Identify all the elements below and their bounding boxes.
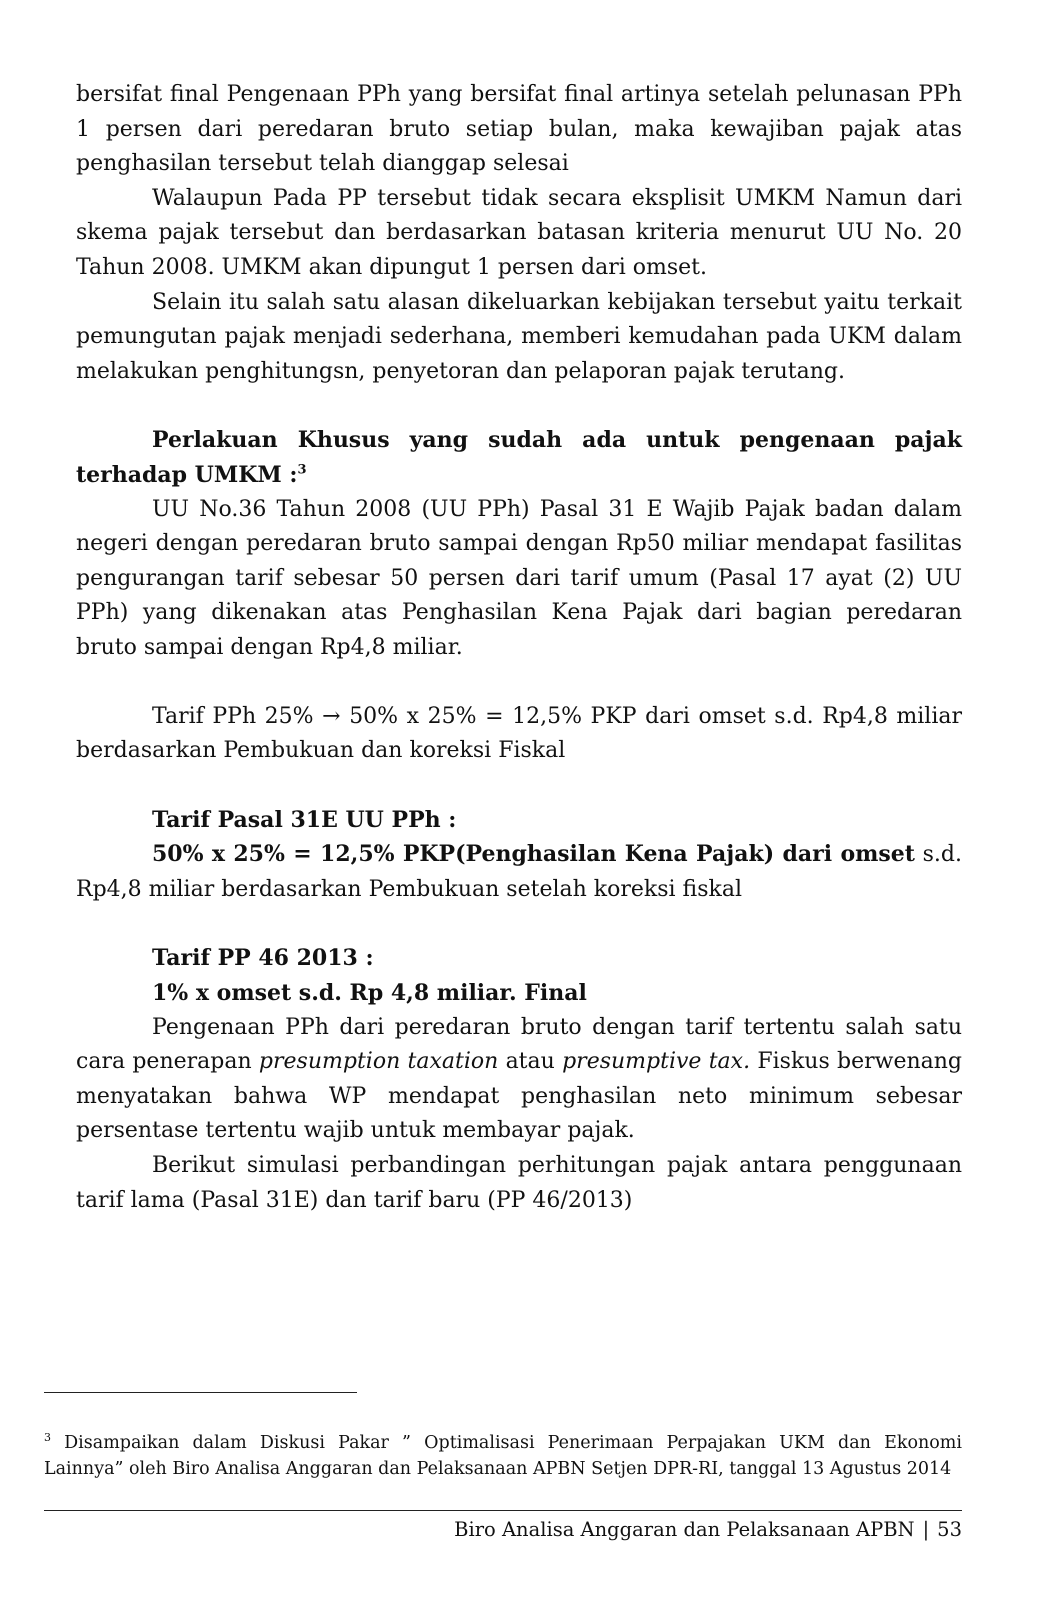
paragraph-1: bersifat final Pengenaan PPh yang bersifat final artinya setelah pelunasan PPh 1 persen dari peredaran bruto setiap bulan, maka kewajiban pajak atas penghasilan tersebut telah dianggap selesai <box>76 82 962 177</box>
footnote-ref: 3 <box>297 462 307 478</box>
footer-separator: | <box>922 1518 930 1541</box>
pp46-title: Tarif PP 46 2013 : <box>152 945 374 972</box>
tarif-pph-label: Tarif PPh 25% <box>152 703 314 729</box>
section-heading-text: Perlakuan Khusus yang sudah ada untuk pengenaan pajak terhadap UMKM : <box>76 427 962 488</box>
tarif-pph-formula: 50% x 25% = 12,5% PKP dari omset s.d. Rp4,8 miliar berdasarkan Pembukuan dan koreksi Fiskal <box>76 703 963 764</box>
paragraph-3: Selain itu salah satu alasan dikeluarkan kebijakan tersebut yaitu terkait pemungutan pajak menjadi sederhana, memberi kemudahan pada UKM dalam melakukan penghitungsn, penyetoran dan pelaporan pajak terutang. <box>76 289 962 384</box>
paragraph-5-b: atau <box>505 1049 555 1075</box>
paragraph-4: UU No.36 Tahun 2008 (UU PPh) Pasal 31 E Wajib Pajak badan dalam negeri dengan peredaran bruto sampai dengan Rp50 miliar mendapat fasilitas pengurangan tarif sebesar 50 persen dari tarif umum (Pasal 17 ayat (2) UU PPh) yang dikenakan atas Penghasilan Kena Pajak dari bagian peredaran bruto sampai dengan Rp4,8 miliar. <box>76 496 962 660</box>
paragraph-5 <box>76 1011 962 1149</box>
footnote-text: Disampaikan dalam Diskusi Pakar ” Optimalisasi Penerimaan Perpajakan UKM dan Ekonomi Lainnya” oleh Biro Analisa Anggaran dan Pelaksanaan APBN Setjen DPR-RI, tanggal 13 Agustus 2014 <box>44 1433 962 1479</box>
paragraph-2: Walaupun Pada PP tersebut tidak secara eksplisit UMKM Namun dari skema pajak tersebut dan berdasarkan batasan kriteria menurut UU No. 20 Tahun 2008. UMKM akan dipungut 1 persen dari omset. <box>76 185 962 280</box>
section-heading <box>76 423 962 492</box>
presumptive-tax-term: presumptive tax. <box>562 1049 751 1075</box>
presumption-taxation-term: presumption taxation <box>258 1049 499 1075</box>
pp46-formula: 1% x omset s.d. Rp 4,8 miliar. Final <box>152 980 587 1007</box>
tarif-pph-line <box>76 700 962 769</box>
footer-divider <box>44 1510 962 1511</box>
body-text <box>76 78 962 1218</box>
arrow-right-icon: → <box>322 703 341 729</box>
footer-org: Biro Analisa Anggaran dan Pelaksanaan APBN <box>454 1518 915 1541</box>
paragraph-5-c: Fiskus berwenang menyatakan bahwa WP mendapat penghasilan neto minimum sebesar persentase tertentu wajib untuk membayar pajak. <box>76 1049 963 1144</box>
page-number: 53 <box>937 1518 962 1541</box>
footnote <box>44 1430 962 1482</box>
footnote-divider <box>44 1392 357 1393</box>
pasal31e-title: Tarif Pasal 31E UU PPh : <box>152 806 457 833</box>
paragraph-5-a: Pengenaan PPh dari peredaran bruto dengan tarif tertentu salah satu cara penerapan <box>76 1014 962 1075</box>
pasal31e-formula-rest: s.d. Rp4,8 miliar berdasarkan Pembukuan setelah koreksi fiskal <box>76 842 962 902</box>
pasal31e-formula <box>76 837 962 907</box>
page-footer <box>454 1515 962 1545</box>
footnote-number: 3 <box>44 1431 51 1445</box>
paragraph-6: Berikut simulasi perbandingan perhitungan pajak antara penggunaan tarif lama (Pasal 31E) dan tarif baru (PP 46/2013) <box>76 1153 962 1213</box>
pasal31e-formula-bold: 50% x 25% = 12,5% PKP(Penghasilan Kena Pajak) dari omset <box>152 841 915 868</box>
